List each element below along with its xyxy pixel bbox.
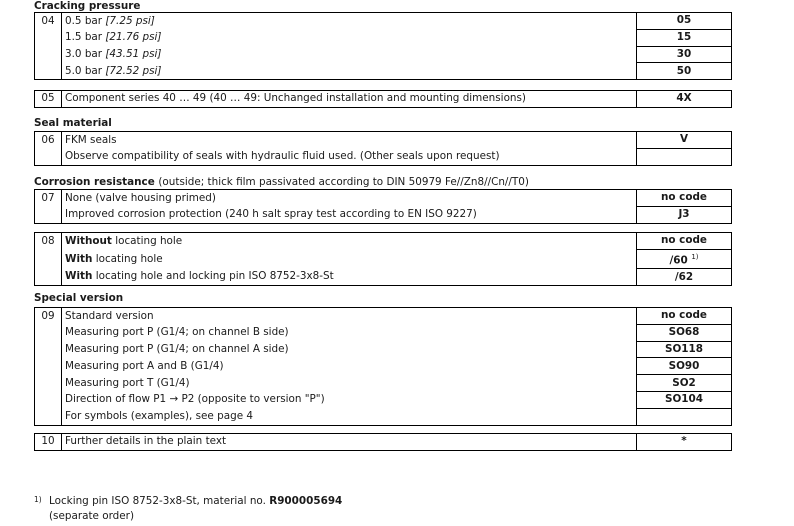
row-code: SO2 <box>637 375 732 392</box>
table-row <box>35 91 732 108</box>
corrosion-heading-note: (outside; thick film passivated according to DIN 50979 Fe//Zn8//Cn//T0) <box>158 176 529 188</box>
row-description: Direction of flow P1 → P2 (opposite to version "P") <box>62 391 637 408</box>
footnote-ref: 1) <box>691 252 699 261</box>
locating-table <box>34 232 732 286</box>
row-code: SO118 <box>637 341 732 358</box>
row-description: Component series 40 … 49 (40 … 49: Unchanged installation and mounting dimensions) <box>62 91 637 108</box>
footnote-mark: 1) <box>34 495 42 504</box>
row-number: 08 <box>35 233 62 250</box>
row-code: J3 <box>637 206 732 223</box>
row-code: SO90 <box>637 358 732 375</box>
table-row <box>35 324 732 341</box>
row-code: SO68 <box>637 324 732 341</box>
table-row <box>35 206 732 223</box>
row-description: Measuring port A and B (G1/4) <box>62 358 637 375</box>
table-row <box>35 63 732 80</box>
cracking-table <box>34 12 732 80</box>
row-code: * <box>637 434 732 451</box>
row-code: no code <box>637 308 732 325</box>
table-row <box>35 358 732 375</box>
row-number: 06 <box>35 132 62 149</box>
table-row <box>35 269 732 286</box>
row-description: Standard version <box>62 308 637 325</box>
table-row <box>35 29 732 46</box>
table-row <box>35 13 732 30</box>
row-description: With locating hole <box>62 249 637 268</box>
table-row <box>35 341 732 358</box>
row-code: SO104 <box>637 391 732 408</box>
row-code <box>637 408 732 425</box>
row-description: Measuring port P (G1/4; on channel A side) <box>62 341 637 358</box>
row-code <box>637 148 732 165</box>
row-description: Measuring port P (G1/4; on channel B side) <box>62 324 637 341</box>
seal-table <box>34 131 732 166</box>
row-code: 30 <box>637 46 732 63</box>
row-description: Observe compatibility of seals with hydraulic fluid used. (Other seals upon request) <box>62 148 637 165</box>
cracking-heading: Cracking pressure <box>34 0 141 12</box>
row-code: 4X <box>637 91 732 108</box>
special-heading: Special version <box>34 292 124 304</box>
row-description: 3.0 bar [43.51 psi] <box>62 46 637 63</box>
row-description: With locating hole and locking pin ISO 8752-3x8-St <box>62 269 637 286</box>
row-code: 15 <box>637 29 732 46</box>
table-row <box>35 408 732 425</box>
footnote-line2: (separate order) <box>49 510 134 522</box>
corrosion-table <box>34 189 732 224</box>
footnote-text: Locking pin ISO 8752-3x8-St, material no. <box>49 495 270 507</box>
row-number: 07 <box>35 190 62 207</box>
row-description: 1.5 bar [21.76 psi] <box>62 29 637 46</box>
series-table <box>34 90 732 108</box>
row-code: /60 $^{1)}$ <box>637 249 732 268</box>
table-row <box>35 375 732 392</box>
row-description: Improved corrosion protection (240 h salt spray test according to EN ISO 9227) <box>62 206 637 223</box>
table-row <box>35 391 732 408</box>
row-description: None (valve housing primed) <box>62 190 637 207</box>
material-number: R900005694 <box>269 495 343 507</box>
row-description: Further details in the plain text <box>62 434 637 451</box>
row-description: Measuring port T (G1/4) <box>62 375 637 392</box>
seal-heading: Seal material <box>34 117 112 129</box>
table-row <box>35 249 732 268</box>
row-description: 0.5 bar [7.25 psi] <box>62 13 637 30</box>
row-code: no code <box>637 233 732 250</box>
table-row <box>35 46 732 63</box>
row-description: For symbols (examples), see page 4 <box>62 408 637 425</box>
row-number: 09 <box>35 308 62 325</box>
row-code: /62 <box>637 269 732 286</box>
further-table <box>34 433 732 451</box>
row-code: V <box>637 132 732 149</box>
table-row <box>35 308 732 325</box>
table-row <box>35 233 732 250</box>
table-row <box>35 132 732 149</box>
row-description: Without locating hole <box>62 233 637 250</box>
corrosion-heading: Corrosion resistance (outside; thick film passivated according to DIN 50979 Fe//Zn8//Cn//T0) <box>34 176 529 188</box>
row-code: no code <box>637 190 732 207</box>
footnote <box>34 492 342 524</box>
row-number: 10 <box>35 434 62 451</box>
row-number: 04 <box>35 13 62 30</box>
row-number: 05 <box>35 91 62 108</box>
table-row <box>35 148 732 165</box>
row-code: 05 <box>637 13 732 30</box>
table-row <box>35 434 732 451</box>
row-code: 50 <box>637 63 732 80</box>
special-table <box>34 307 732 426</box>
table-row <box>35 190 732 207</box>
row-description: 5.0 bar [72.52 psi] <box>62 63 637 80</box>
row-description: FKM seals <box>62 132 637 149</box>
